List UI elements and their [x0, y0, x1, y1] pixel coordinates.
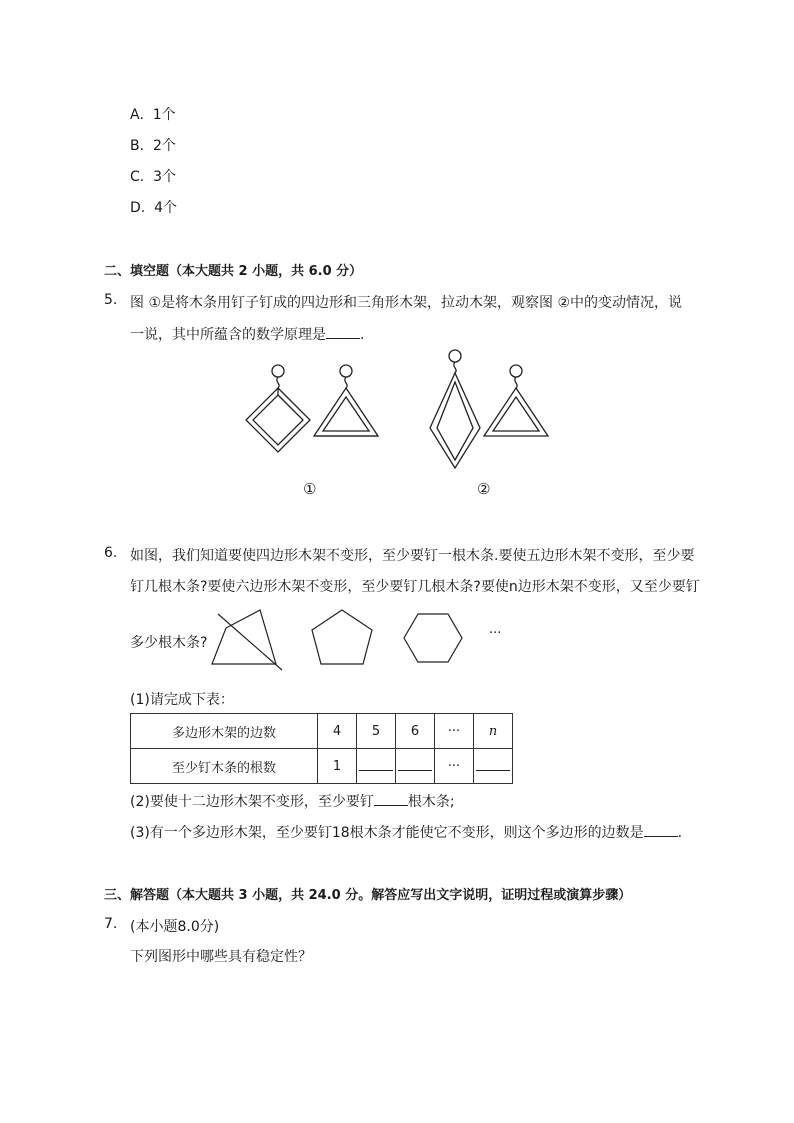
table-cell: 6 [396, 714, 435, 749]
table-cell: 1 [318, 749, 357, 784]
section-heading-fill-in: 二、填空题（本大题共 2 小题，共 6.0 分） [104, 264, 363, 279]
option-text: 2个 [152, 138, 176, 154]
option-letter: A. [130, 107, 144, 123]
sub-question-3 [130, 822, 682, 842]
q5-line-2-text: 一说，其中所蕴含的数学原理是 [130, 327, 326, 343]
wooden-frames-figure [230, 340, 570, 510]
answer-blank [476, 758, 510, 771]
polygon-table [130, 713, 513, 784]
answer-blank [398, 758, 432, 771]
option-text: 3个 [153, 169, 177, 185]
table-cell: n [474, 714, 513, 749]
sub-question-3-text: (3)有一个多边形木架，至少要钉18根木条才能使它不变形，则这个多边形的边数是 [130, 825, 644, 841]
table-cell: ··· [435, 714, 474, 749]
option-letter: B. [130, 138, 145, 154]
sub-question-2-text: (2)要使十二边形木架不变形，至少要钉 [130, 794, 374, 810]
figure-label-1: ① [303, 480, 317, 498]
table-cell [396, 749, 435, 784]
table-cell [357, 749, 396, 784]
option-d [130, 197, 177, 217]
sub-question-2 [130, 791, 455, 811]
table-cell [474, 749, 513, 784]
answer-blank [374, 791, 408, 806]
q6-line-2: 钉几根木条?要使六边形木架不变形，至少要钉几根木条?要使n边形木架不变形，又至少要钉 [130, 579, 700, 595]
q7-points: (本小题8.0分) [130, 919, 220, 935]
answer-blank [644, 822, 678, 837]
table-row-label: 多边形木架的边数 [131, 714, 318, 749]
polygons-figure [200, 600, 500, 680]
question-number-7: 7. [104, 916, 118, 932]
option-c [130, 166, 176, 186]
table-row [131, 749, 513, 784]
q6-line-3: 多少根木条? [130, 635, 208, 651]
q6-line-1: 如图，我们知道要使四边形木架不变形，至少要钉一根木条.要使五边形木架不变形，至少要 [130, 548, 695, 564]
sub-question-1: (1)请完成下表： [130, 692, 234, 708]
table-cell: ··· [435, 749, 474, 784]
option-text: 4个 [154, 200, 178, 216]
q5-line-1: 图 ①是将木条用钉子钉成的四边形和三角形木架，拉动木架，观察图 ②中的变动情况，说 [130, 295, 682, 311]
option-b [130, 135, 176, 155]
figure-label-2: ② [477, 480, 491, 498]
table-row [131, 714, 513, 749]
option-a [130, 104, 176, 124]
table-cell: 4 [318, 714, 357, 749]
question-number-6: 6. [104, 545, 118, 561]
q7-text: 下列图形中哪些具有稳定性？ [130, 949, 312, 965]
option-letter: C. [130, 169, 145, 185]
ellipsis: ··· [489, 626, 502, 641]
answer-blank [359, 758, 393, 771]
sub-question-2-tail: 根木条; [407, 794, 455, 810]
period: . [360, 327, 365, 343]
period: . [677, 825, 683, 841]
option-text: 1个 [152, 107, 176, 123]
option-letter: D. [130, 200, 146, 216]
table-row-label: 至少钉木条的根数 [131, 749, 318, 784]
answer-blank [326, 324, 360, 339]
table-cell: 5 [357, 714, 396, 749]
question-number-5: 5. [104, 292, 118, 308]
section-heading-answer: 三、解答题（本大题共 3 小题，共 24.0 分。解答应写出文字说明，证明过程或演算步骤） [104, 888, 632, 903]
